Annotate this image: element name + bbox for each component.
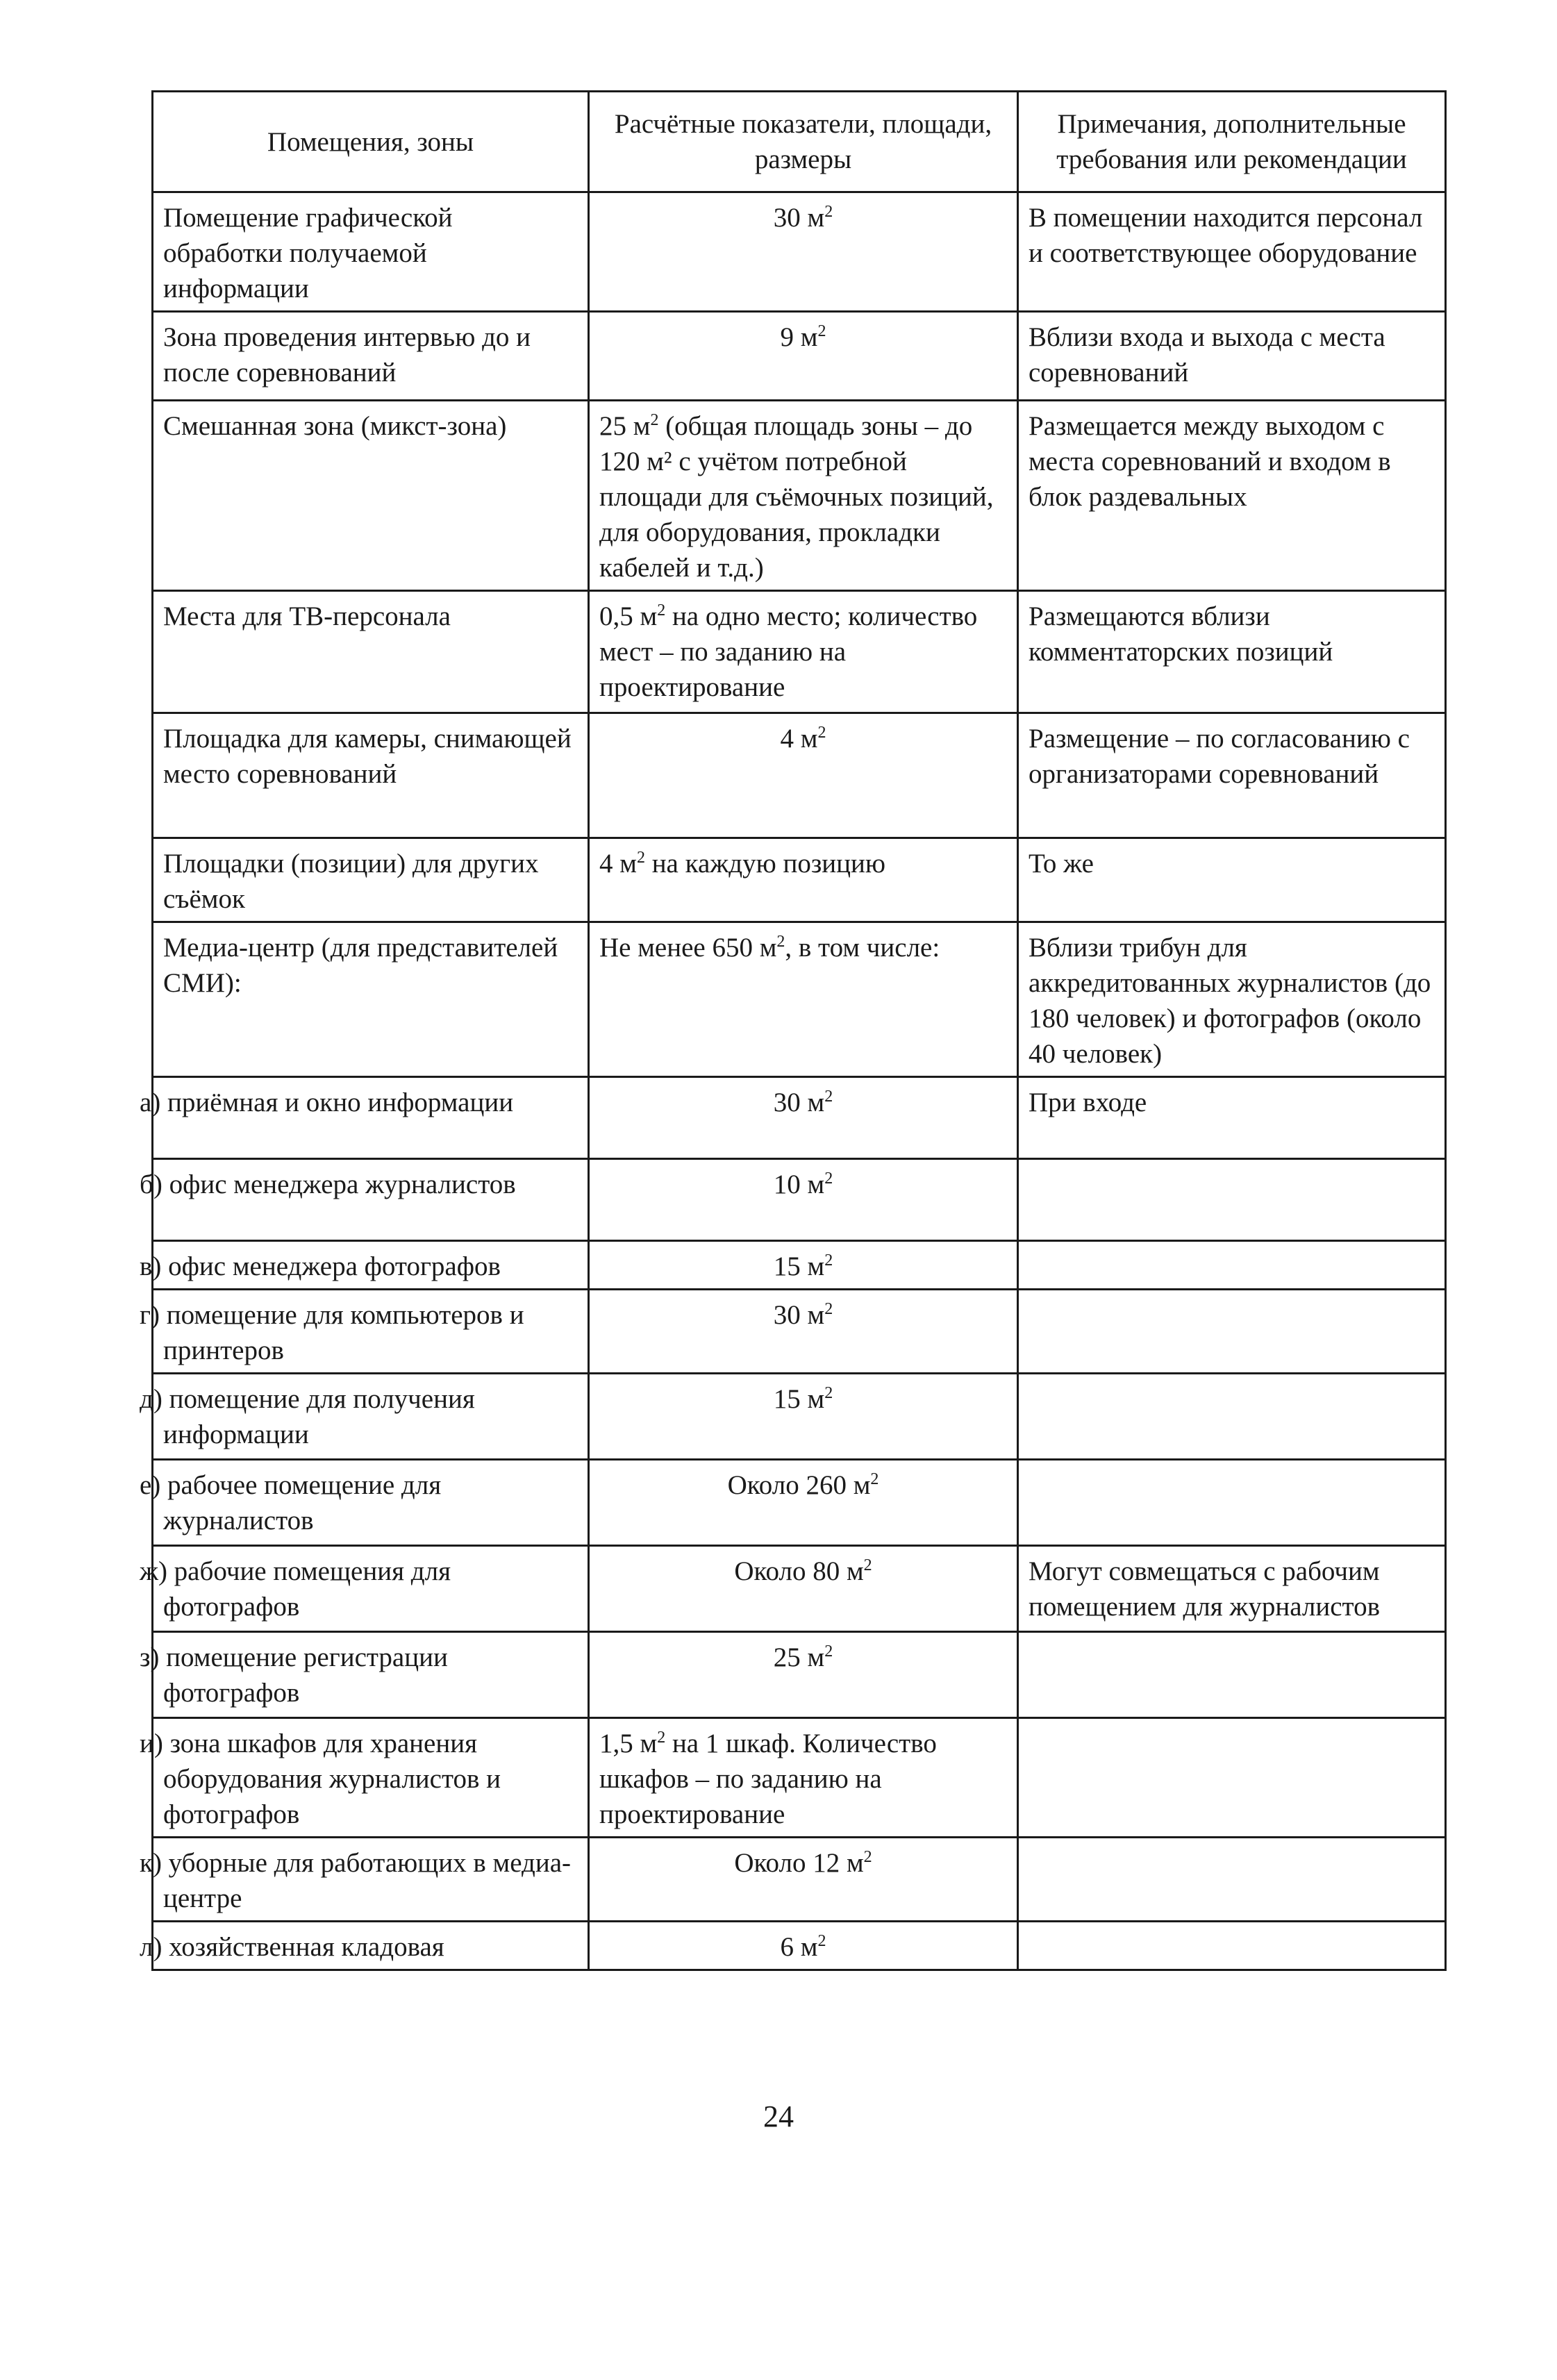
subitem-value-text: Около 260 м: [727, 1470, 871, 1500]
subitem-note: [1018, 1374, 1446, 1460]
subitem-value-text: 30 м: [773, 1300, 825, 1330]
room-value-text: 25 м: [599, 411, 651, 441]
subitem-name: е) рабочее помещение для журналистов: [153, 1460, 589, 1546]
room-value-tail: на одно место; количество мест – по заданию на проектирование: [599, 601, 978, 702]
subitem-value-sup: 2: [824, 1300, 833, 1318]
table-row: [153, 838, 1446, 922]
subitem-value: [589, 1632, 1018, 1718]
subitem-value-sup: 2: [824, 1251, 833, 1270]
table-row: [153, 192, 1446, 312]
room-name: Места для ТВ-персонала: [153, 591, 589, 713]
subitem-value-text: 15 м: [773, 1384, 825, 1414]
table-subrow: [153, 1922, 1446, 1970]
room-value-tail: , в том числе:: [785, 933, 940, 963]
subitem-note: [1018, 1838, 1446, 1922]
subitem-value-text: Около 12 м: [734, 1848, 864, 1878]
room-note: Размещаются вблизи комментаторских позиций: [1018, 591, 1446, 713]
room-value-tail: (общая площадь зоны – до 120 м² с учётом потребной площади для съёмочных позиций, для оборудования, прокладки кабелей и т.д.): [599, 411, 994, 583]
room-value-text: 4 м: [599, 849, 637, 879]
table-row: [153, 591, 1446, 713]
room-value-text: Не менее 650 м: [599, 933, 777, 963]
room-value: [589, 401, 1018, 591]
subitem-value-text: 15 м: [773, 1251, 825, 1281]
table-subrow: [153, 1838, 1446, 1922]
table-subrow: [153, 1159, 1446, 1241]
table-subrow: [153, 1374, 1446, 1460]
room-value-sup: 2: [657, 601, 666, 619]
subitem-value: [589, 1159, 1018, 1241]
subitem-note: [1018, 1922, 1446, 1970]
subitem-value: [589, 1718, 1018, 1838]
subitem-value-sup: 2: [824, 1642, 833, 1661]
subitem-name: з) помещение регистрации фотографов: [153, 1632, 589, 1718]
subitem-value-sup: 2: [824, 1088, 833, 1106]
room-note: Вблизи трибун для аккредитованных журналистов (до 180 человек) и фотографов (около 40 человек): [1018, 922, 1446, 1077]
room-note: То же: [1018, 838, 1446, 922]
subitem-note: [1018, 1241, 1446, 1290]
subitem-note: [1018, 1460, 1446, 1546]
room-value-text: 4 м: [780, 724, 818, 754]
room-value-sup: 2: [817, 322, 826, 340]
subitem-name: л) хозяйственная кладовая: [153, 1922, 589, 1970]
subitem-value-text: 25 м: [773, 1642, 825, 1672]
room-value-sup: 2: [776, 933, 785, 951]
subitem-note: [1018, 1290, 1446, 1374]
room-note: Размещение – по согласованию с организаторами соревнований: [1018, 713, 1446, 838]
table-subrow: [153, 1241, 1446, 1290]
subitem-value-sup: 2: [824, 1170, 833, 1188]
room-name: Помещение графической обработки получаемой информации: [153, 192, 589, 312]
subitem-value-sup: 2: [824, 1384, 833, 1402]
subitem-value: [589, 1838, 1018, 1922]
room-value: [589, 838, 1018, 922]
subitem-note: При входе: [1018, 1077, 1446, 1159]
subitem-note: Могут совмещаться с рабочим помещением для журналистов: [1018, 1546, 1446, 1632]
room-note: В помещении находится персонал и соответствующее оборудование: [1018, 192, 1446, 312]
room-value-sup: 2: [824, 203, 833, 221]
subitem-value-text: Около 80 м: [734, 1556, 864, 1586]
subitem-value-sup: 2: [863, 1556, 872, 1574]
table-subrow: [153, 1460, 1446, 1546]
subitem-value: [589, 1460, 1018, 1546]
room-name: Смешанная зона (микст-зона): [153, 401, 589, 591]
subitem-value-sup: 2: [863, 1848, 872, 1866]
subitem-name: к) уборные для работающих в медиа-центре: [153, 1838, 589, 1922]
subitem-name: г) помещение для компьютеров и принтеров: [153, 1290, 589, 1374]
subitem-value-sup: 2: [870, 1470, 879, 1488]
table-row: [153, 713, 1446, 838]
room-value-text: 30 м: [773, 203, 825, 233]
subitem-value-sup: 2: [657, 1729, 666, 1747]
header-rooms: Помещения, зоны: [153, 92, 589, 192]
room-note: Размещается между выходом с места соревнований и входом в блок раздевальных: [1018, 401, 1446, 591]
room-value: [589, 922, 1018, 1077]
subitem-value-tail: на 1 шкаф. Количество шкафов – по заданию на проектирование: [599, 1729, 937, 1829]
table-row: [153, 312, 1446, 401]
room-value: [589, 312, 1018, 401]
subitem-value-sup: 2: [817, 1932, 826, 1950]
table-header-row: [153, 92, 1446, 192]
page-number: 24: [763, 2099, 794, 2133]
subitem-note: [1018, 1632, 1446, 1718]
subitem-value: [589, 1546, 1018, 1632]
subitem-value-text: 30 м: [773, 1088, 825, 1117]
subitem-note: [1018, 1159, 1446, 1241]
room-name: Медиа-центр (для представителей СМИ):: [153, 922, 589, 1077]
subitem-name: б) офис менеджера журналистов: [153, 1159, 589, 1241]
room-value-sup: 2: [650, 411, 659, 429]
subitem-name: и) зона шкафов для хранения оборудования журналистов и фотографов: [153, 1718, 589, 1838]
table-subrow: [153, 1632, 1446, 1718]
table-body: [140, 192, 1446, 1970]
subitem-value-text: 1,5 м: [599, 1729, 658, 1758]
room-note: Вблизи входа и выхода с места соревнований: [1018, 312, 1446, 401]
table-subrow: [153, 1718, 1446, 1838]
room-value-text: 0,5 м: [599, 601, 658, 631]
table-row: [153, 922, 1446, 1077]
subitem-value-text: 10 м: [773, 1170, 825, 1199]
subitem-value: [589, 1290, 1018, 1374]
room-value-text: 9 м: [780, 322, 818, 352]
room-value-sup: 2: [636, 849, 645, 867]
table-subrow: [153, 1290, 1446, 1374]
room-value-tail: на каждую позицию: [644, 849, 885, 879]
room-name: Площадка для камеры, снимающей место соревнований: [153, 713, 589, 838]
subitem-name: в) офис менеджера фотографов: [153, 1241, 589, 1290]
table-subrow: [153, 1077, 1446, 1159]
requirements-table: [140, 90, 1447, 1971]
subitem-name: ж) рабочие помещения для фотографов: [153, 1546, 589, 1632]
subitem-value: [589, 1922, 1018, 1970]
room-value: [589, 591, 1018, 713]
subitem-name: а) приёмная и окно информации: [153, 1077, 589, 1159]
header-values: Расчётные показатели, площади, размеры: [589, 92, 1018, 192]
subitem-value: [589, 1241, 1018, 1290]
room-value: [589, 192, 1018, 312]
room-name: Зона проведения интервью до и после соревнований: [153, 312, 589, 401]
room-name: Площадки (позиции) для других съёмок: [153, 838, 589, 922]
subitem-value: [589, 1374, 1018, 1460]
subitem-note: [1018, 1718, 1446, 1838]
subitem-value: [589, 1077, 1018, 1159]
subitem-name: д) помещение для получения информации: [153, 1374, 589, 1460]
table-subrow: [153, 1546, 1446, 1632]
table-row: [153, 401, 1446, 591]
room-value-sup: 2: [817, 724, 826, 742]
header-notes: Примечания, дополнительные требования или рекомендации: [1018, 92, 1446, 192]
room-value: [589, 713, 1018, 838]
subitem-value-text: 6 м: [780, 1932, 818, 1962]
